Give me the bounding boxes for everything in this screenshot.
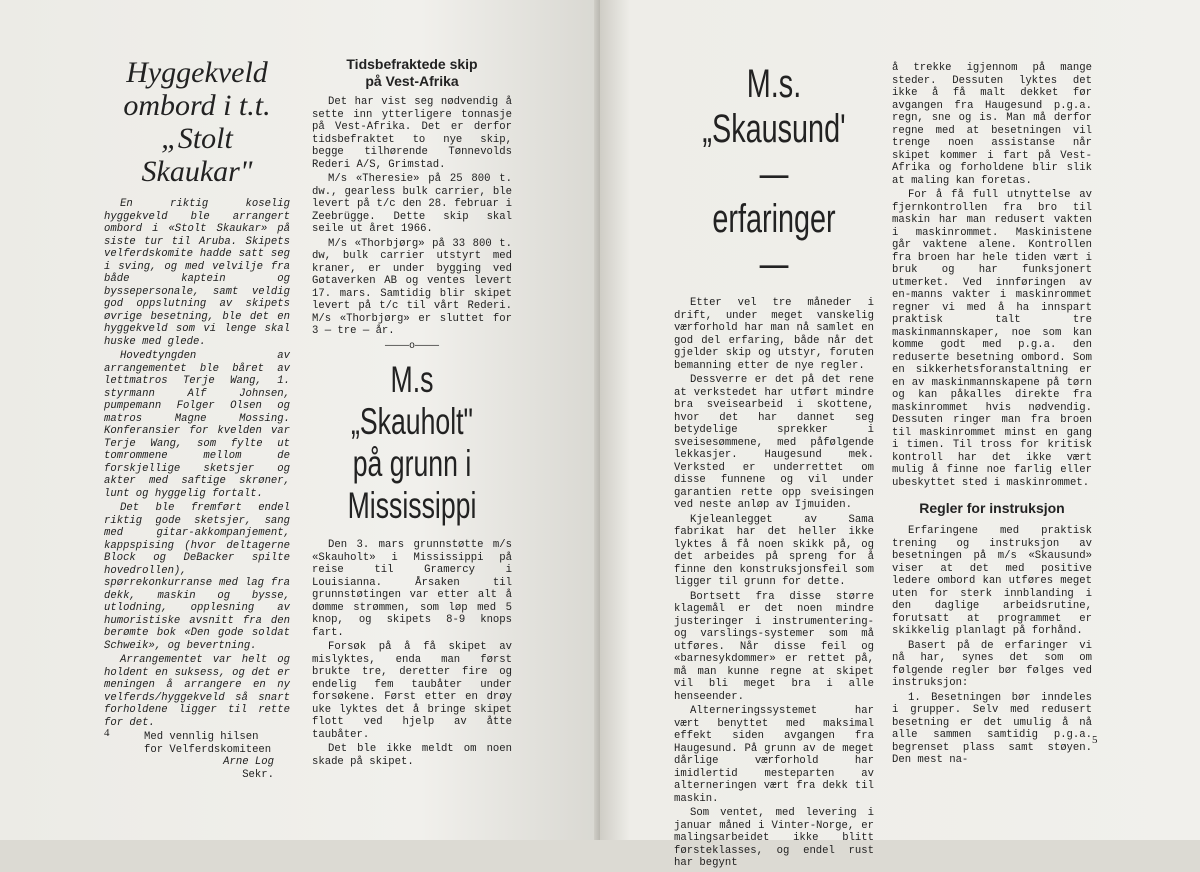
- article-hyggekveld-paragraph: Hovedtyngden av arrangementet ble båret av lettmatros Terje Wang, 1. styrmann Alf Johnsen, pumpemann Folger Olsen og matros Magne Mossing. Konferansier for kvelden var Terje Wang, som fylte ut tomrommene mellom de forskjellige sketsjer og akter med saftige skrøner, lunt og hyggelig fortalt.: [104, 350, 290, 500]
- article-skausund-title-line1: M.s. „Skausund': [702, 62, 846, 151]
- greeting-from: for Velferdskomiteen: [144, 743, 272, 756]
- article-skauholt-title-line2: på grunn i: [352, 443, 472, 484]
- article-hyggekveld-title: [104, 56, 290, 188]
- article-skausund-paragraph: å trekke igjennom på mange steder. Dessuten lyktes det ikke å få malt dekket før avgangen fra Haugesund p.g.a. regn, sne og is. Man må derfor regne med at besetningen vil trenge noen assistanse når skipet kommer i fart på Vest-Afrika og forholdene blir slik at maling kan foretas.: [892, 62, 1092, 187]
- article-skausund-paragraph: Bortsett fra disse større klagemål er det noen mindre justeringer i instrumentering- og varslings-systemer som må utføres. Når disse feil og «barnesykdommer» er rettet på, må man kunne regne at skipet vil bli meget bra i alle henseender.: [674, 590, 874, 703]
- right-page: [600, 0, 1200, 869]
- article-skausund-title-line2: — erfaringer —: [712, 152, 836, 286]
- article-skausund-paragraph: For å få full utnyttelse av fjernkontrollen fra bro til maskin har man redusert vakten i maskinrommet. Maskinistene går vaktene alene. Kontrollen fra broen har hele tiden vært i bruk og har funksjonert utmerket. Ved innføringen av en-manns vakter i maskinrommet regner vi med å ha innspart praktisk talt tre maskinmannskaper, noe som kan komme godt med p.g.a. den reduserte besetning ombord. Som en sikkerhetsforanstaltning er en av maskinmannskapene på tørn og kan påkalles direkte fra maskinrommet hvis nødvendig. Dessuten ringer man fra broen til maskinrommet minst en gang i timen. Til tross for kritisk kontroll har det ikke vært mulig å finne noe farlig eller ubeskyttet sted i maskinrommet.: [892, 189, 1092, 489]
- article-regler-paragraph: Erfaringene med praktisk trening og instruksjon av besetningen på m/s «Skausund» viser at det med positive ledere ombord kan utføres meget uten for sterk innblanding i den daglige arbeidsrutine, forutsatt at programmet er skikkelig planlagt på forhånd.: [892, 525, 1092, 637]
- page-number-left: 4: [104, 727, 110, 739]
- article-skauholt-title-line1: M.s „Skauholt": [350, 359, 473, 442]
- greeting: [104, 731, 290, 756]
- article-tidsbefraktede-paragraph: Det har vist seg nødvendig å sette inn ytterligere tonnasje på Vest-Afrika. Det er derfor tidsbefraktet to nye skip, begge tilhørende Tønnevolds Rederi A/S, Grimstad.: [312, 96, 512, 171]
- greeting-line: Med vennlig hilsen: [144, 731, 259, 743]
- article-tidsbefraktede-paragraph: M/s «Theresie» på 25 800 t. dw., gearless bulk carrier, ble levert på t/c den 28. februar i Zeebrügge. Dette skip skal seile ut året 1966.: [312, 173, 512, 235]
- article-regler-title: Regler for instruksjon: [919, 500, 1065, 516]
- article-skauholt-paragraph: Den 3. mars grunnstøtte m/s «Skauholt» i Mississippi på reise til Gramercy i Louisianna. Årsaken til grunnstøtingen var etter alt å dømme strømmen, som løp med 5 knop, og skipets 8-9 knops fart.: [312, 539, 512, 639]
- article-regler-paragraph: Basert på de erfaringer vi nå har, synes det som om følgende regler bør følges ved instruksjon:: [892, 639, 1092, 689]
- article-skausund-paragraph: Som ventet, med levering i januar måned i Vinter-Norge, er malingsarbeidet ikke blitt førsteklasses, og endel rust har begynt: [674, 807, 874, 869]
- article-skausund-paragraph: Dessverre er det på det rene at verkstedet har utført mindre bra sveisearbeid i skottene, hvor det har dannet seg betydelige sprekker i sveisesømmene, med påfølgende lekkasjer. Haugesund mek. Verksted er underrettet om disse funnene og vil under garantien rette opp sveisingen ved neste anløp av Ijmuiden.: [674, 374, 874, 511]
- section-divider: ————o————: [384, 340, 439, 352]
- article-tidsbefraktede-paragraph: M/s «Thorbjørg» på 33 800 t. dw, bulk carrier utstyrt med kraner, er under bygging ved Gøtaverken AB og ventes levert 17. mars. Samtidig blir skipet levert på t/c til vårt Rederi. M/s «Thorbjørg» er sluttet for 3 — tre — år.: [312, 237, 512, 337]
- article-skausund-title: [674, 62, 874, 287]
- article-skausund-col1: [674, 62, 874, 872]
- article-skauholt-title: [312, 359, 512, 527]
- article-skauholt-title-line3: Mississippi: [347, 485, 477, 526]
- signature: [104, 756, 290, 781]
- signature-title: Sekr.: [242, 768, 274, 781]
- article-skauholt-paragraph: Det ble ikke meldt om noen skade på skipet.: [312, 743, 512, 768]
- article-tidsbefraktede: [312, 56, 512, 770]
- article-tidsbefraktede-title-line1: Tidsbefraktede skip: [346, 56, 478, 72]
- article-skausund-paragraph: Alterneringssystemet har vært benyttet med maksimal effekt siden avgangen fra Haugesund. På grunn av de meget dårlige værforhold har imidlertid mesteparten av alterneringen vært fra dekk til maskin.: [674, 705, 874, 805]
- article-hyggekveld-paragraph: Arrangementet var helt og holdent en suksess, og det er meningen å arrangere en ny velferds/hyggekveld så snart forholdene ligger til rette for det.: [104, 654, 290, 729]
- article-hyggekveld-paragraph: En riktig koselig hyggekveld ble arrangert ombord i «Stolt Skaukar» på siste tur til Aruba. Skipets velferdskomite hadde satt seg i sving, og med velvilje fra både kaptein og byssepersonale, samt veldig god oppslutning av skipets øvrige besetning, ble det en hyggekveld som vi lenge skal huske med glede.: [104, 198, 290, 348]
- article-hyggekveld-title-line1: Hyggekveld: [126, 56, 268, 89]
- signature-name: Arne Log: [223, 756, 274, 768]
- page-number-right: 5: [1092, 734, 1098, 746]
- article-skauholt-paragraph: Forsøk på å få skipet av mislyktes, enda man først brukte tre, deretter fire og endelig fem taubåter under forsøkene. Først etter en drøy uke lyktes det å bringe skipet flott ved hjelp av åtte taubåter.: [312, 641, 512, 741]
- article-skausund-col2: [892, 62, 1092, 769]
- article-hyggekveld-title-line3: „Stolt Skaukar": [141, 122, 253, 188]
- article-skausund-paragraph: Kjeleanlegget av Sama fabrikat har det heller ikke lyktes å få noen skikk på, og det arbeides på spreng for å finne den konstruksjonsfeil som ligger til grunn for dette.: [674, 513, 874, 588]
- article-skausund-paragraph: Etter vel tre måneder i drift, under meget vanskelig værforhold har man nå samlet en god del erfaring, både når det gjelder skip og utstyr, foruten bemanning etter de nye regler.: [674, 297, 874, 372]
- article-hyggekveld: [104, 56, 290, 781]
- left-page: [0, 0, 600, 840]
- article-hyggekveld-paragraph: Det ble fremført endel riktig gode sketsjer, sang med gitar-akkompanjement, kappspising (hvor deltagerne Block og DeBacker spilte hovedrollen), spørrekonkurranse med lag fra dekk, maskin og bysse, utlodning, opplesning av humoristiske avsnitt fra den berømte bok «Den gode soldat Schweik», og bevertning.: [104, 502, 290, 652]
- article-tidsbefraktede-title: [312, 56, 512, 90]
- article-tidsbefraktede-title-line2: på Vest-Afrika: [365, 73, 459, 89]
- article-hyggekveld-title-line2: ombord i t.t.: [123, 89, 271, 122]
- article-regler-paragraph: 1. Besetningen bør inndeles i grupper. Selv med redusert besetning er det umulig å nå alle sammen samtidig p.g.a. begrenset plass samt støyen. Den mest na-: [892, 691, 1092, 766]
